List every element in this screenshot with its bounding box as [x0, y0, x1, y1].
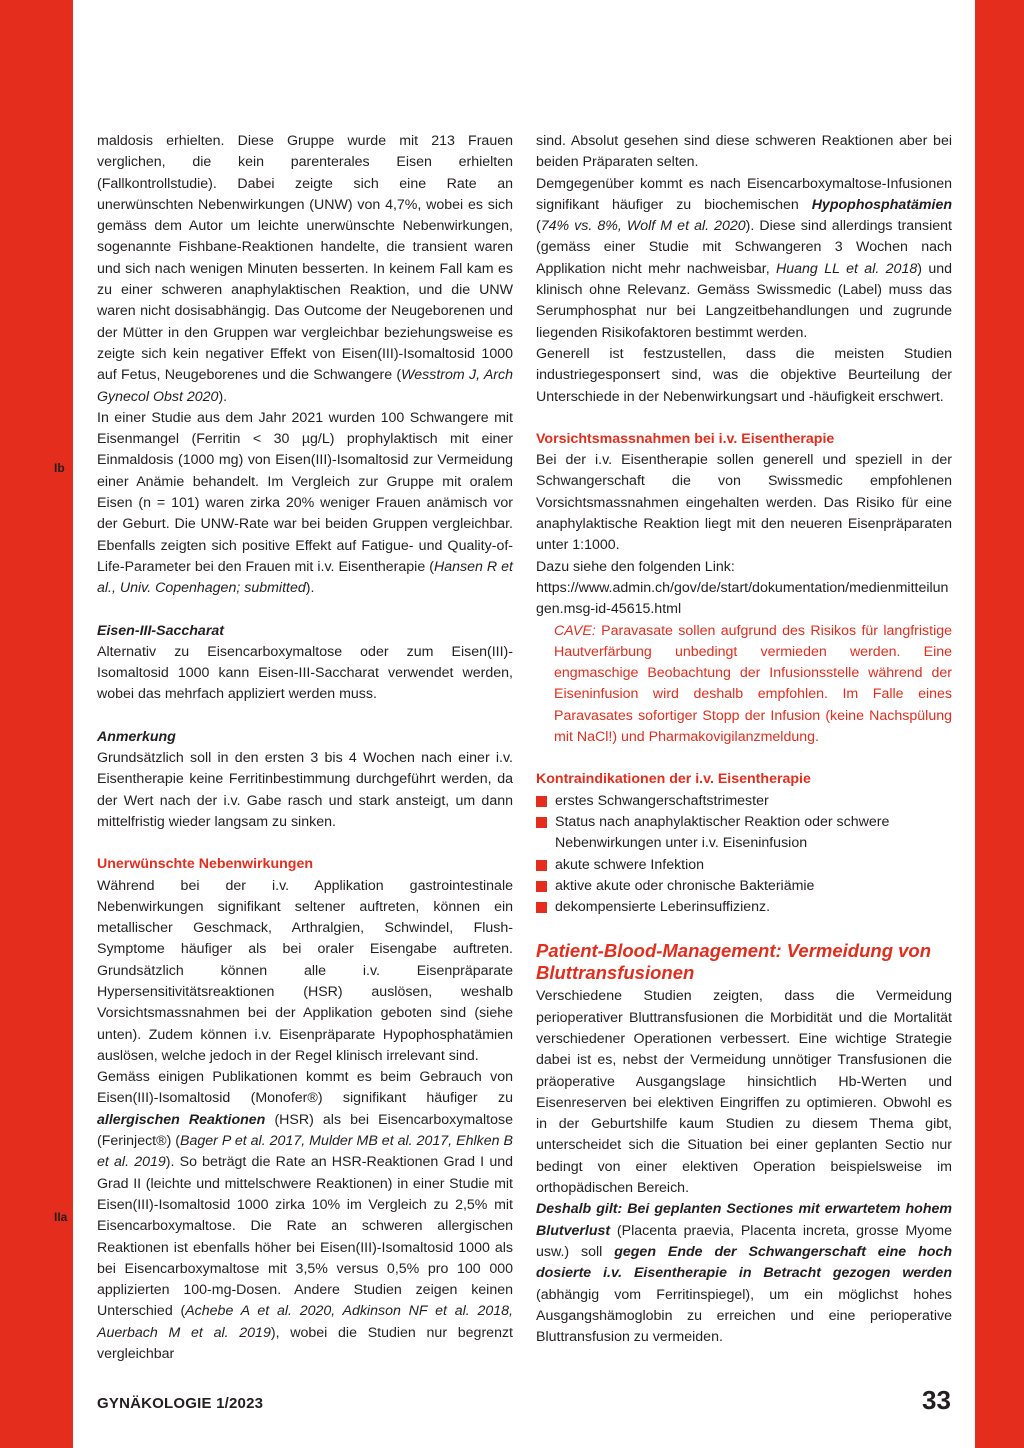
right-column	[536, 131, 952, 1348]
square-bullet-icon	[536, 902, 547, 913]
list-item: erstes Schwangerschaftstrimester	[536, 791, 952, 812]
paragraph-saccharat: Alternativ zu Eisencarboxymaltose oder zum Eisen(III)-Isomaltosid 1000 kann Eisen-III-Saccharat verwendet werden, wobei das mehrfach appliziert werden muss.	[97, 643, 513, 703]
paragraph-industriegesponsert: Generell ist festzustellen, dass die meisten Studien industriegesponsert sind, was die objektive Beurteilung der Unterschiede in der Nebenwirkungsart und -häufigkeit erschwert.	[536, 345, 952, 405]
paragraph-deshalb-gilt: Deshalb gilt: Bei geplanten Sectiones mit erwartetem hohem Blutverlust (Placenta praevia, Placenta increta, grosse Myome usw.) soll gegen Ende der Schwangerschaft eine hoch dosierte i.v. Eisentherapie in Betracht gezogen werden (abhängig vom Ferritinspiegel), um ein möglichst hohes Ausgangshämoglobin zu erreichen und eine perioperative Bluttransfusion zu vermeiden.	[536, 1201, 952, 1346]
paragraph-2021-study: In einer Studie aus dem Jahr 2021 wurden 100 Schwangere mit Eisenmangel (Ferritin < 30 µg/L) prophylaktisch mit einer Einmaldosis (1000 mg) von Eisen(III)-Isomaltosid zur Vermeidung einer Anämie behandelt. Im Vergleich zur Gruppe mit oralem Eisen (n = 101) waren zirka 20% weniger Frauen anämisch vor der Geburt. Die UNW-Rate war bei beiden Gruppen vergleichbar. Ebenfalls zeigten sich positive Effekt auf Fatigue- und Quality-of-Life-Parameter bei den Frauen mit i.v. Eisentherapie (Hansen R et al., Univ. Copenhagen; submitted).	[97, 409, 513, 597]
link-intro: Dazu siehe den folgenden Link:	[536, 558, 735, 575]
list-item: akute schwere Infektion	[536, 855, 952, 876]
paragraph-isomaltosid-study: maldosis erhielten. Diese Gruppe wurde mit 213 Frauen verglichen, die kein parenterales Eisen erhielten (Fallkontrollstudie). Dabei zeigte sich eine Rate an unerwünschten Nebenwirkungen (UNW) von 4,7%, wobei es sich gemäss dem Autor um leichte unerwünschte Nebenwirkungen, sogenannte Fishbane-Reaktionen handelte, die transient waren und sich nach wenigen Minuten besserten. In keinem Fall kam es zu einer schweren anaphylaktischen Reaktion, und die UNW waren nicht dosisabhängig. Das Outcome der Neugeborenen und der Mütter in den Gruppen war vergleichbar beziehungsweise es zeigte sich kein negativer Effekt von Eisen(III)-Isomaltosid 1000 auf Fetus, Neugeborenes und die Schwangere (Wesstrom J, Arch Gynecol Obst 2020).	[97, 133, 513, 405]
paragraph-reaktionen-selten: sind. Absolut gesehen sind diese schweren Reaktionen aber bei beiden Präparaten selten.	[536, 133, 952, 171]
heading-kontraindikationen: Kontraindikationen der i.v. Eisentherapie	[536, 771, 811, 788]
citation: Hansen R et al., Univ. Copenhagen; submitted	[97, 558, 513, 597]
page-number: 33	[922, 1385, 951, 1415]
citation: Achebe A et al. 2020, Adkinson NF et al. 2018, Auerbach M et al. 2019	[97, 1303, 513, 1341]
list-item: dekompensierte Leberinsuffizienz.	[536, 897, 952, 918]
square-bullet-icon	[536, 817, 547, 828]
list-item: Status nach anaphylaktischer Reaktion oder schwere Nebenwirkungen unter i.v. Eiseninfusion	[536, 812, 952, 855]
heading-unerwuenschte-nebenwirkungen: Unerwünschte Nebenwirkungen	[97, 856, 313, 873]
square-bullet-icon	[536, 860, 547, 871]
left-red-margin-bar	[0, 0, 73, 1448]
evidence-level-ib: Ib	[54, 461, 65, 475]
swissmedic-link[interactable]: https://www.admin.ch/gov/de/start/dokumentation/medienmitteilungen.msg-id-45615.html	[536, 579, 949, 618]
heading-vorsichtsmassnahmen: Vorsichtsmassnahmen bei i.v. Eisentherapie	[536, 430, 835, 447]
citation: Wesstrom J, Arch Gynecol Obst 2020	[97, 367, 513, 405]
square-bullet-icon	[536, 796, 547, 807]
heading-anmerkung: Anmerkung	[97, 728, 176, 745]
citation: Bager P et al. 2017, Mulder MB et al. 2017, Ehlken B et al. 2019	[97, 1133, 513, 1171]
paragraph-vorsichtsmassnahmen: Bei der i.v. Eisentherapie sollen generell und speziell in der Schwangerschaft die von Swissmedic empfohlenen Vorsichtsmassnahmen eingehalten werden. Das Risiko für eine anaphylaktische Reaktion liegt mit den neueren Eisenpräparaten unter 1:1000.	[536, 452, 952, 554]
heading-patient-blood-management: Patient-Blood-Management: Vermeidung von Bluttransfusionen	[536, 940, 932, 984]
evidence-level-iia: IIa	[54, 1210, 68, 1224]
paragraph-anmerkung: Grundsätzlich soll in den ersten 3 bis 4 Wochen nach einer i.v. Eisentherapie keine Ferritinbestimmung durchgeführt werden, da der Wert nach der i.v. Gabe rasch und stark ansteigt, um dann mittelfristig wieder langsam zu sinken.	[97, 750, 513, 830]
square-bullet-icon	[536, 881, 547, 892]
cave-warning: CAVE: Paravasate sollen aufgrund des Risikos für langfristige Hautverfärbung unbedingt vermieden werden. Eine engmaschige Beobachtung der Infusionsstelle während der Eiseninfusion wird deshalb empfohlen. Im Falle eines Paravasates sofortiger Stopp der Infusion (keine Nachspülung mit NaCl!) und Pharmakovigilanzmeldung.	[554, 622, 952, 746]
paragraph-nebenwirkungen: Während bei der i.v. Applikation gastrointestinale Nebenwirkungen signifikant seltener auftreten, können ein metallischer Geschmack, Arthralgien, Schwindel, Flush-Symptome häufiger als bei oraler Eisengabe auftreten. Grundsätzlich können alle i.v. Eisenpräparate Hypersensitivitätsreaktionen (HSR) auslösen, weshalb Vorsichtsmassnahmen bei der Applikation geboten sind (siehe unten). Zudem können i.v. Eisenpräparate Hypophosphatämien auslösen, welche jedoch in der Regel klinisch irrelevant sind.	[97, 877, 513, 1064]
journal-footer: GYNÄKOLOGIE 1/2023	[97, 1395, 264, 1412]
list-item: aktive akute oder chronische Bakteriämie	[536, 876, 952, 897]
left-column	[97, 131, 513, 1365]
paragraph-allergische-reaktionen: Gemäss einigen Publikationen kommt es beim Gebrauch von Eisen(III)-Isomaltosid (Monofer®) signifikant häufiger zu allergischen Reaktionen (HSR) als bei Eisencarboxymaltose (Ferinject®) (Bager P et al. 2017, Mulder MB et al. 2017, Ehlken B et al. 2019). So beträgt die Rate an HSR-Reaktionen Grad I und Grad II (leichte und mittelschwere Reaktionen) in einer Studie mit Eisen(III)-Isomaltosid 1000 zirka 10% im Vergleich zu 2,5% mit Eisencarboxymaltose. Die Rate an schweren allergischen Reaktionen ist ebenfalls höher bei Eisen(III)-Isomaltosid 1000 als bei Eisencarboxymaltose mit 3,5% versus 0,5% pro 100 000 applizierten 100-mg-Dosen. Andere Studien zeigen keinen Unterschied (Achebe A et al. 2020, Adkinson NF et al. 2018, Auerbach M et al. 2019), wobei die Studien nur begrenzt vergleichbar	[97, 1069, 513, 1363]
citation: Huang LL et al. 2018	[776, 260, 918, 277]
paragraph-patient-blood-management: Verschiedene Studien zeigten, dass die Vermeidung perioperativer Bluttransfusionen die Morbidität und die Mortalität verschiedener Operationen verbessert. Eine wichtige Strategie dabei ist es, nebst der Vermeidung unnötiger Transfusionen die präoperative Ausgangslage hinsichtlich Hb-Werten und Eisenreserven bei elektiven Eingriffen zu optimieren. Obwohl es in der Geburtshilfe kaum Studien zu diesem Thema gibt, unterscheidet sich die Situation bei einer geplanten Sectio nur bedingt von einer elektiven Operation beispielsweise im orthopädischen Bereich.	[536, 988, 952, 1197]
paragraph-hypophosphataemien: Demgegenüber kommt es nach Eisencarboxymaltose-Infusionen signifikant häufiger zu biochemischen Hypophosphatämien (74% vs. 8%, Wolf M et al. 2020). Diese sind allerdings transient (gemäss einer Studie mit Schwangeren 3 Wochen nach Applikation nicht mehr nachweisbar, Huang LL et al. 2018) und klinisch ohne Relevanz. Gemäss Swissmedic (Label) muss das Serumphosphat nur bei Langzeitbehandlungen und zugrunde liegenden Risikofaktoren bestimmt werden.	[536, 175, 953, 341]
kontraindikationen-list	[536, 791, 952, 919]
heading-eisen-saccharat: Eisen-III-Saccharat	[97, 622, 224, 639]
citation: 74% vs. 8%, Wolf M et al. 2020	[540, 218, 746, 235]
cave-label: CAVE:	[554, 622, 596, 639]
right-red-margin-bar	[975, 0, 1024, 1448]
